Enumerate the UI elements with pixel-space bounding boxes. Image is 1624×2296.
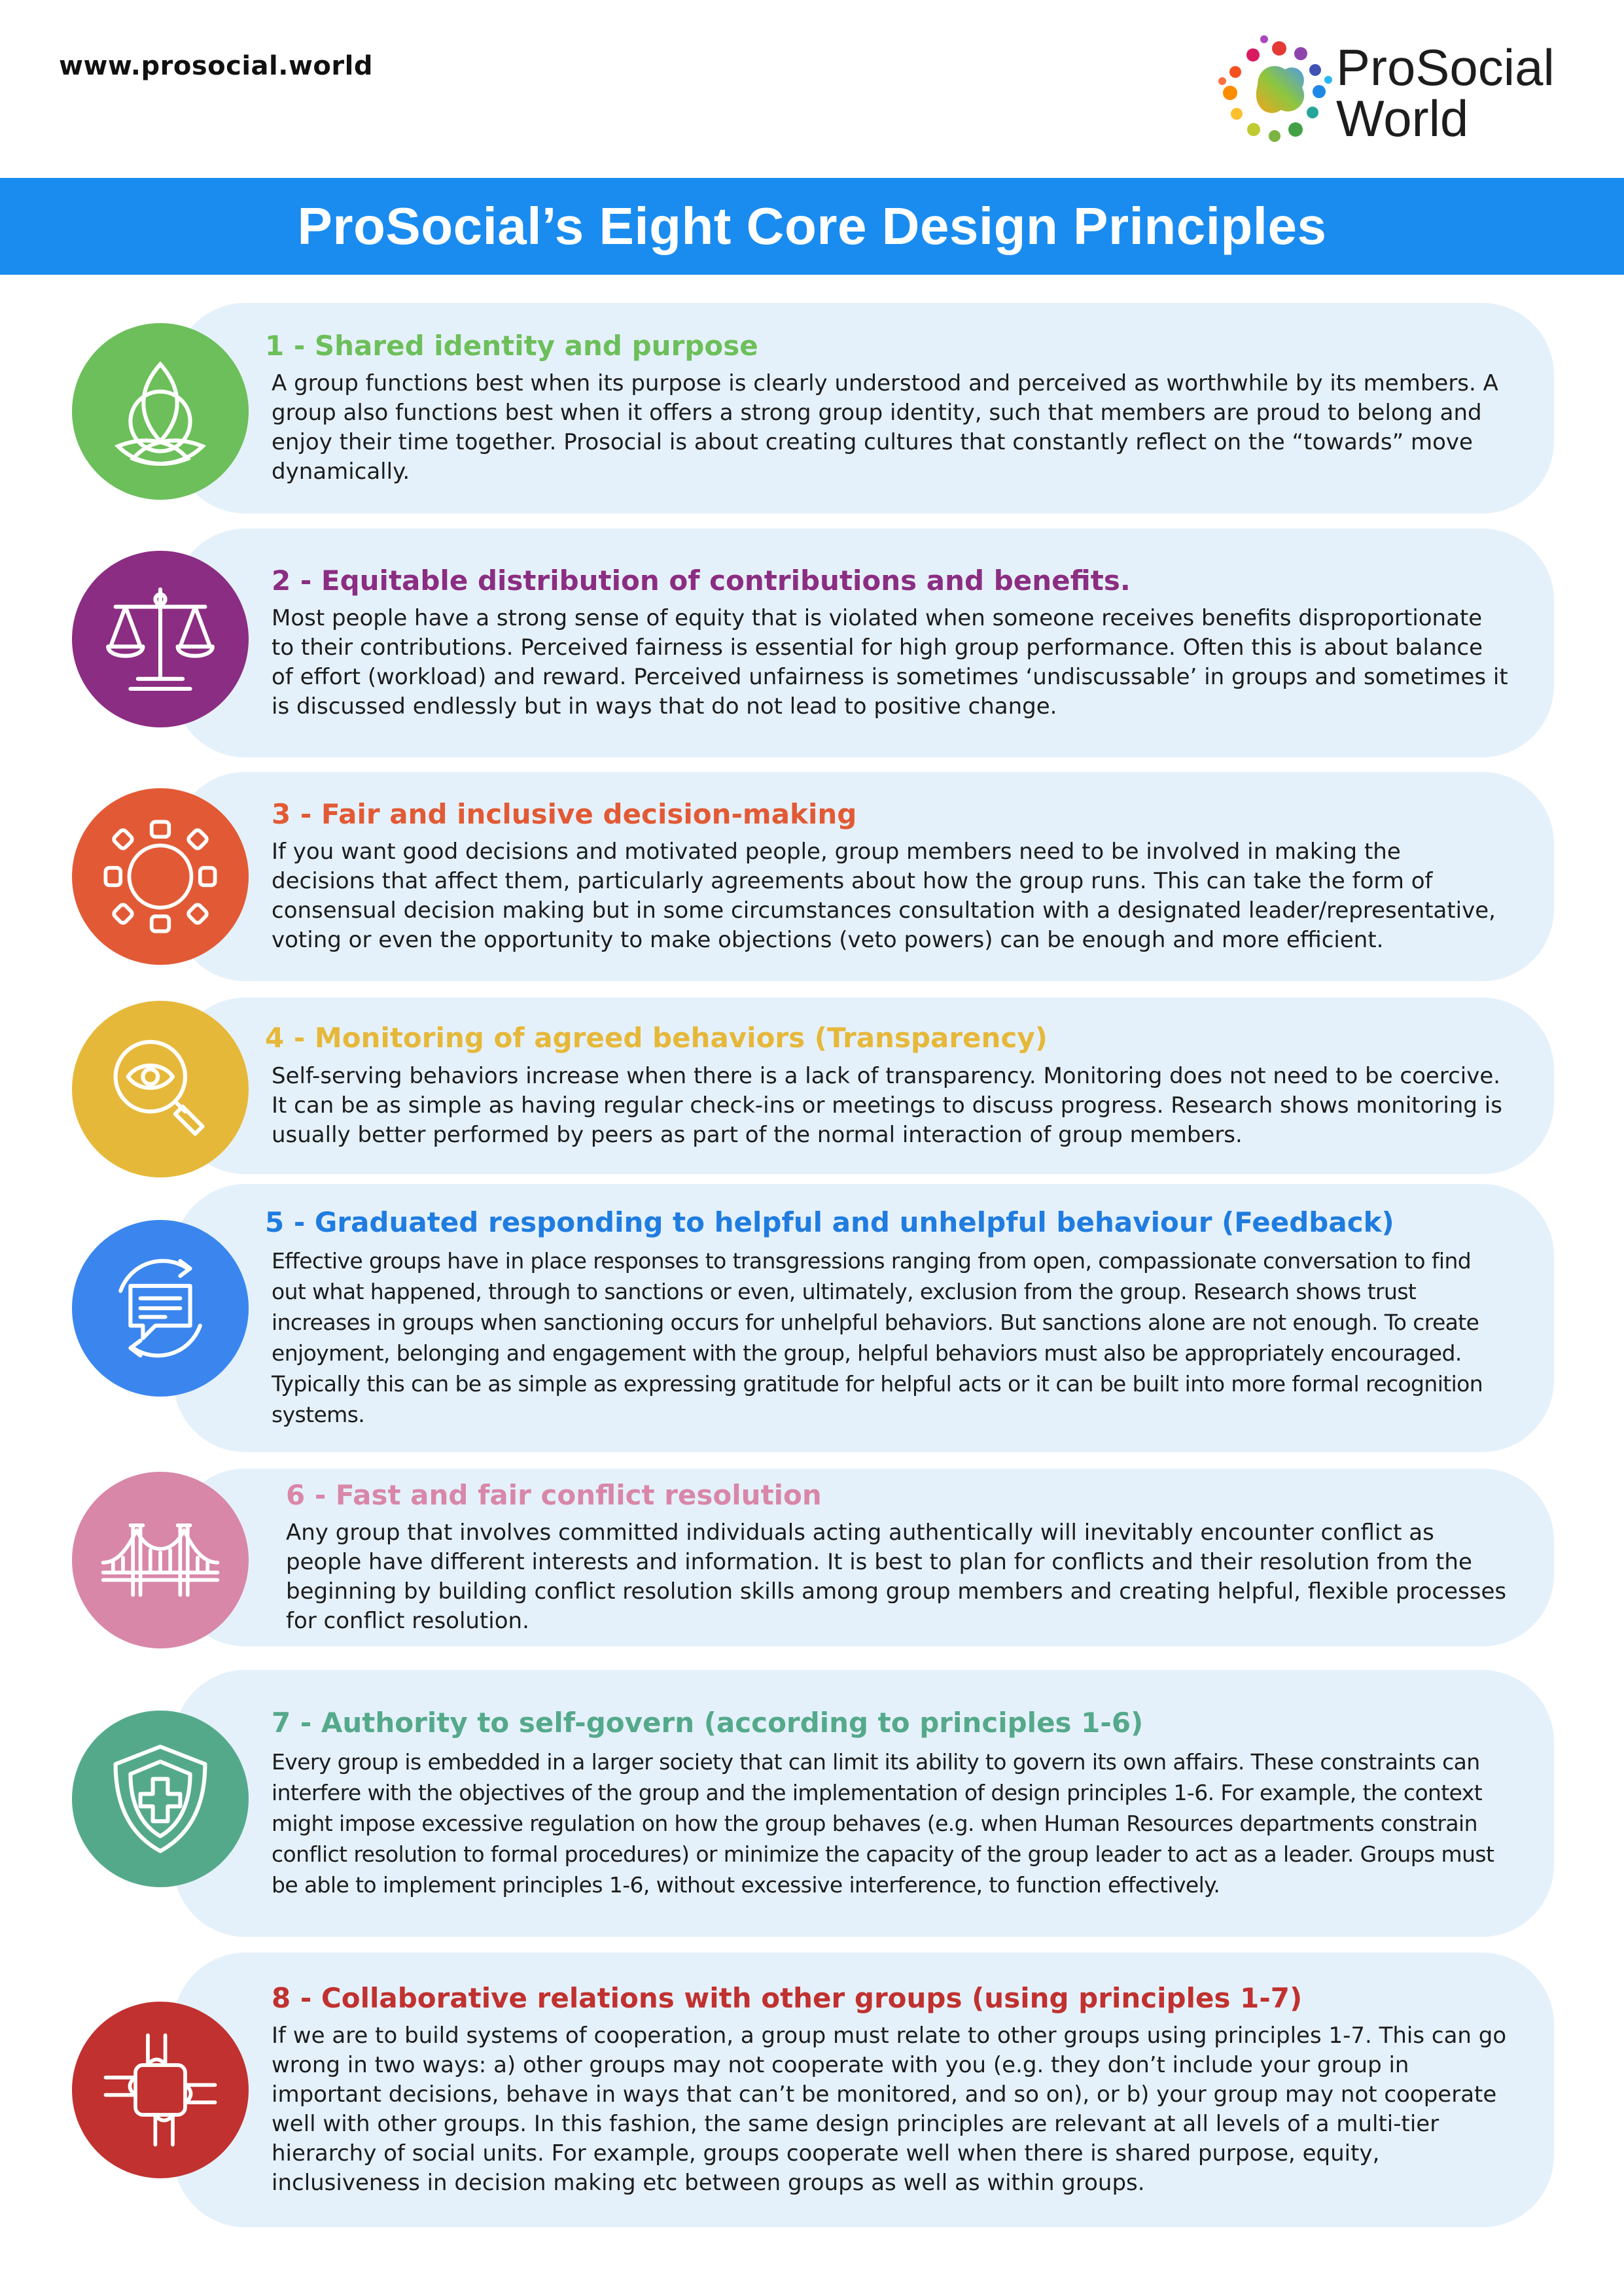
logo-line-2: World [1336,90,1469,147]
principle-text: Self-serving behaviors increase when there is a lack of transparency. Monitoring does not need to be coercive. It can be as simple as having regular check-ins or meetings to discuss progress. Research shows monitoring is usually better performed by peers as part of the normal interaction of group members. [272,1062,1502,1148]
linked-hands-icon [98,2028,222,2152]
principle-text: A group functions best when its purpose is clearly understood and perceived as worthwhile by its members. A group also functions best when it offers a strong group identity, such that members are proud to belong and enjoy their time together. Prosocial is about creating cultures that constantly reflect on the “towards” move dynamically. [272,370,1498,485]
principle-text: Effective groups have in place responses to transgressions ranging from open, compassionate conversation to find out what happened, through to sanctions or even, ultimately, exclusion from the group. Research shows trust increases in groups when sanctioning occurs for unhelpful behaviors. But sanctions alone are not enough. To create enjoyment, belonging and engagement with the group, helpful behaviors must also be appropriately encouraged. Typically this can be as simple as expressing gratitude for helpful acts or it can be built into more formal recognition systems. [272,1248,1483,1428]
principle-card-7 [173,1670,1554,1937]
principle-text: If you want good decisions and motivated people, group members need to be involved in making the decisions that affect them, particularly agreements about how the group runs. This can take the form of consensual decision making but in some circumstances consultation with a designated leader/representative, voting or even the opportunity to make objections (veto powers) can be enough and more efficient. [272,839,1496,954]
round-table-icon [98,814,222,939]
principle-title: 5 - Graduated responding to helpful and unhelpful behaviour (Feedback) [265,1206,1394,1238]
principle-card-3 [173,772,1554,981]
principle-icon-circle-6 [72,1472,249,1648]
title-banner [0,178,1624,275]
site-url[interactable]: www.prosocial.world [59,51,373,81]
feedback-chat-icon [98,1246,222,1370]
principle-icon-circle-3 [72,788,249,965]
principle-card-8 [173,1953,1554,2227]
logo-wordmark [1336,39,1555,147]
principle-title: 8 - Collaborative relations with other groups (using principles 1-7) [272,1981,1303,2014]
principle-title: 6 - Fast and fair conflict resolution [286,1478,822,1511]
principle-icon-circle-1 [72,323,249,500]
principle-title: 2 - Equitable distribution of contributions and benefits. [272,564,1131,597]
principle-title: 4 - Monitoring of agreed behaviors (Transparency) [265,1022,1048,1054]
bridge-icon [98,1498,222,1622]
shield-cross-icon [98,1737,222,1861]
magnifier-eye-icon [98,1027,222,1151]
principle-title: 7 - Authority to self-govern (according to principles 1-6) [272,1707,1144,1739]
scales-icon [98,577,222,701]
principle-icon-circle-5 [72,1220,249,1397]
page-title: ProSocial’s Eight Core Design Principles [297,197,1327,255]
principle-text: Every group is embedded in a larger society that can limit its ability to govern its own affairs. These constraints can interfere with the objectives of the group and the implementation of design principles 1-6. For example, the context might impose excessive regulation on how the group behaves (e.g. when Human Resources departments constrain conflict resolution to formal procedures) or minimize the capacity of the group leader to act as a leader. Groups must be able to implement principles 1-6, without excessive interference, to function effectively. [272,1748,1494,1898]
principle-card-6 [173,1469,1554,1646]
principle-card-1 [173,303,1554,513]
logo-dots-icon [1217,34,1335,152]
principle-title: 3 - Fair and inclusive decision-making [272,797,857,830]
principle-icon-circle-8 [72,2002,249,2178]
principle-card-5 [173,1184,1554,1452]
logo-line-1: ProSocial [1336,39,1555,96]
principle-text: Any group that involves committed individuals acting authentically will inevitably encounter conflict as people have different interests and information. It is best to plan for conflicts and their resolution from the beginning by building conflict resolution skills among group members and creating helpful, flexible processes for conflict resolution. [286,1520,1507,1635]
principle-text: If we are to build systems of cooperation, a group must relate to other groups using principles 1-7. This can go wrong in two ways: a) other groups may not cooperate with you (e.g. they don’t include your group in important decisions, behave in ways that can’t be monitored, and so on), or b) your group may not cooperate well with other groups. In this fashion, the same design principles are relevant at all levels of a multi-tier hierarchy of social units. For example, groups cooperate well when there is shared purpose, equity, inclusiveness in decision making etc between groups as well as within groups. [272,2023,1507,2197]
triquetra-icon [98,349,222,474]
principle-card-2 [173,529,1554,757]
prosocial-logo[interactable] [1217,34,1583,152]
principle-card-4 [173,998,1554,1174]
principle-icon-circle-4 [72,1001,249,1177]
principle-icon-circle-2 [72,551,249,727]
principle-title: 1 - Shared identity and purpose [265,329,758,362]
principle-icon-circle-7 [72,1711,249,1887]
principle-text: Most people have a strong sense of equity that is violated when someone receives benefits disproportionate to their contributions. Perceived fairness is essential for high group performance. Often this is about balance of effort (workload) and reward. Perceived unfairness is sometimes ‘undiscussable’ in groups and sometimes it is discussed endlessly but in ways that do not lead to positive change. [272,605,1508,720]
